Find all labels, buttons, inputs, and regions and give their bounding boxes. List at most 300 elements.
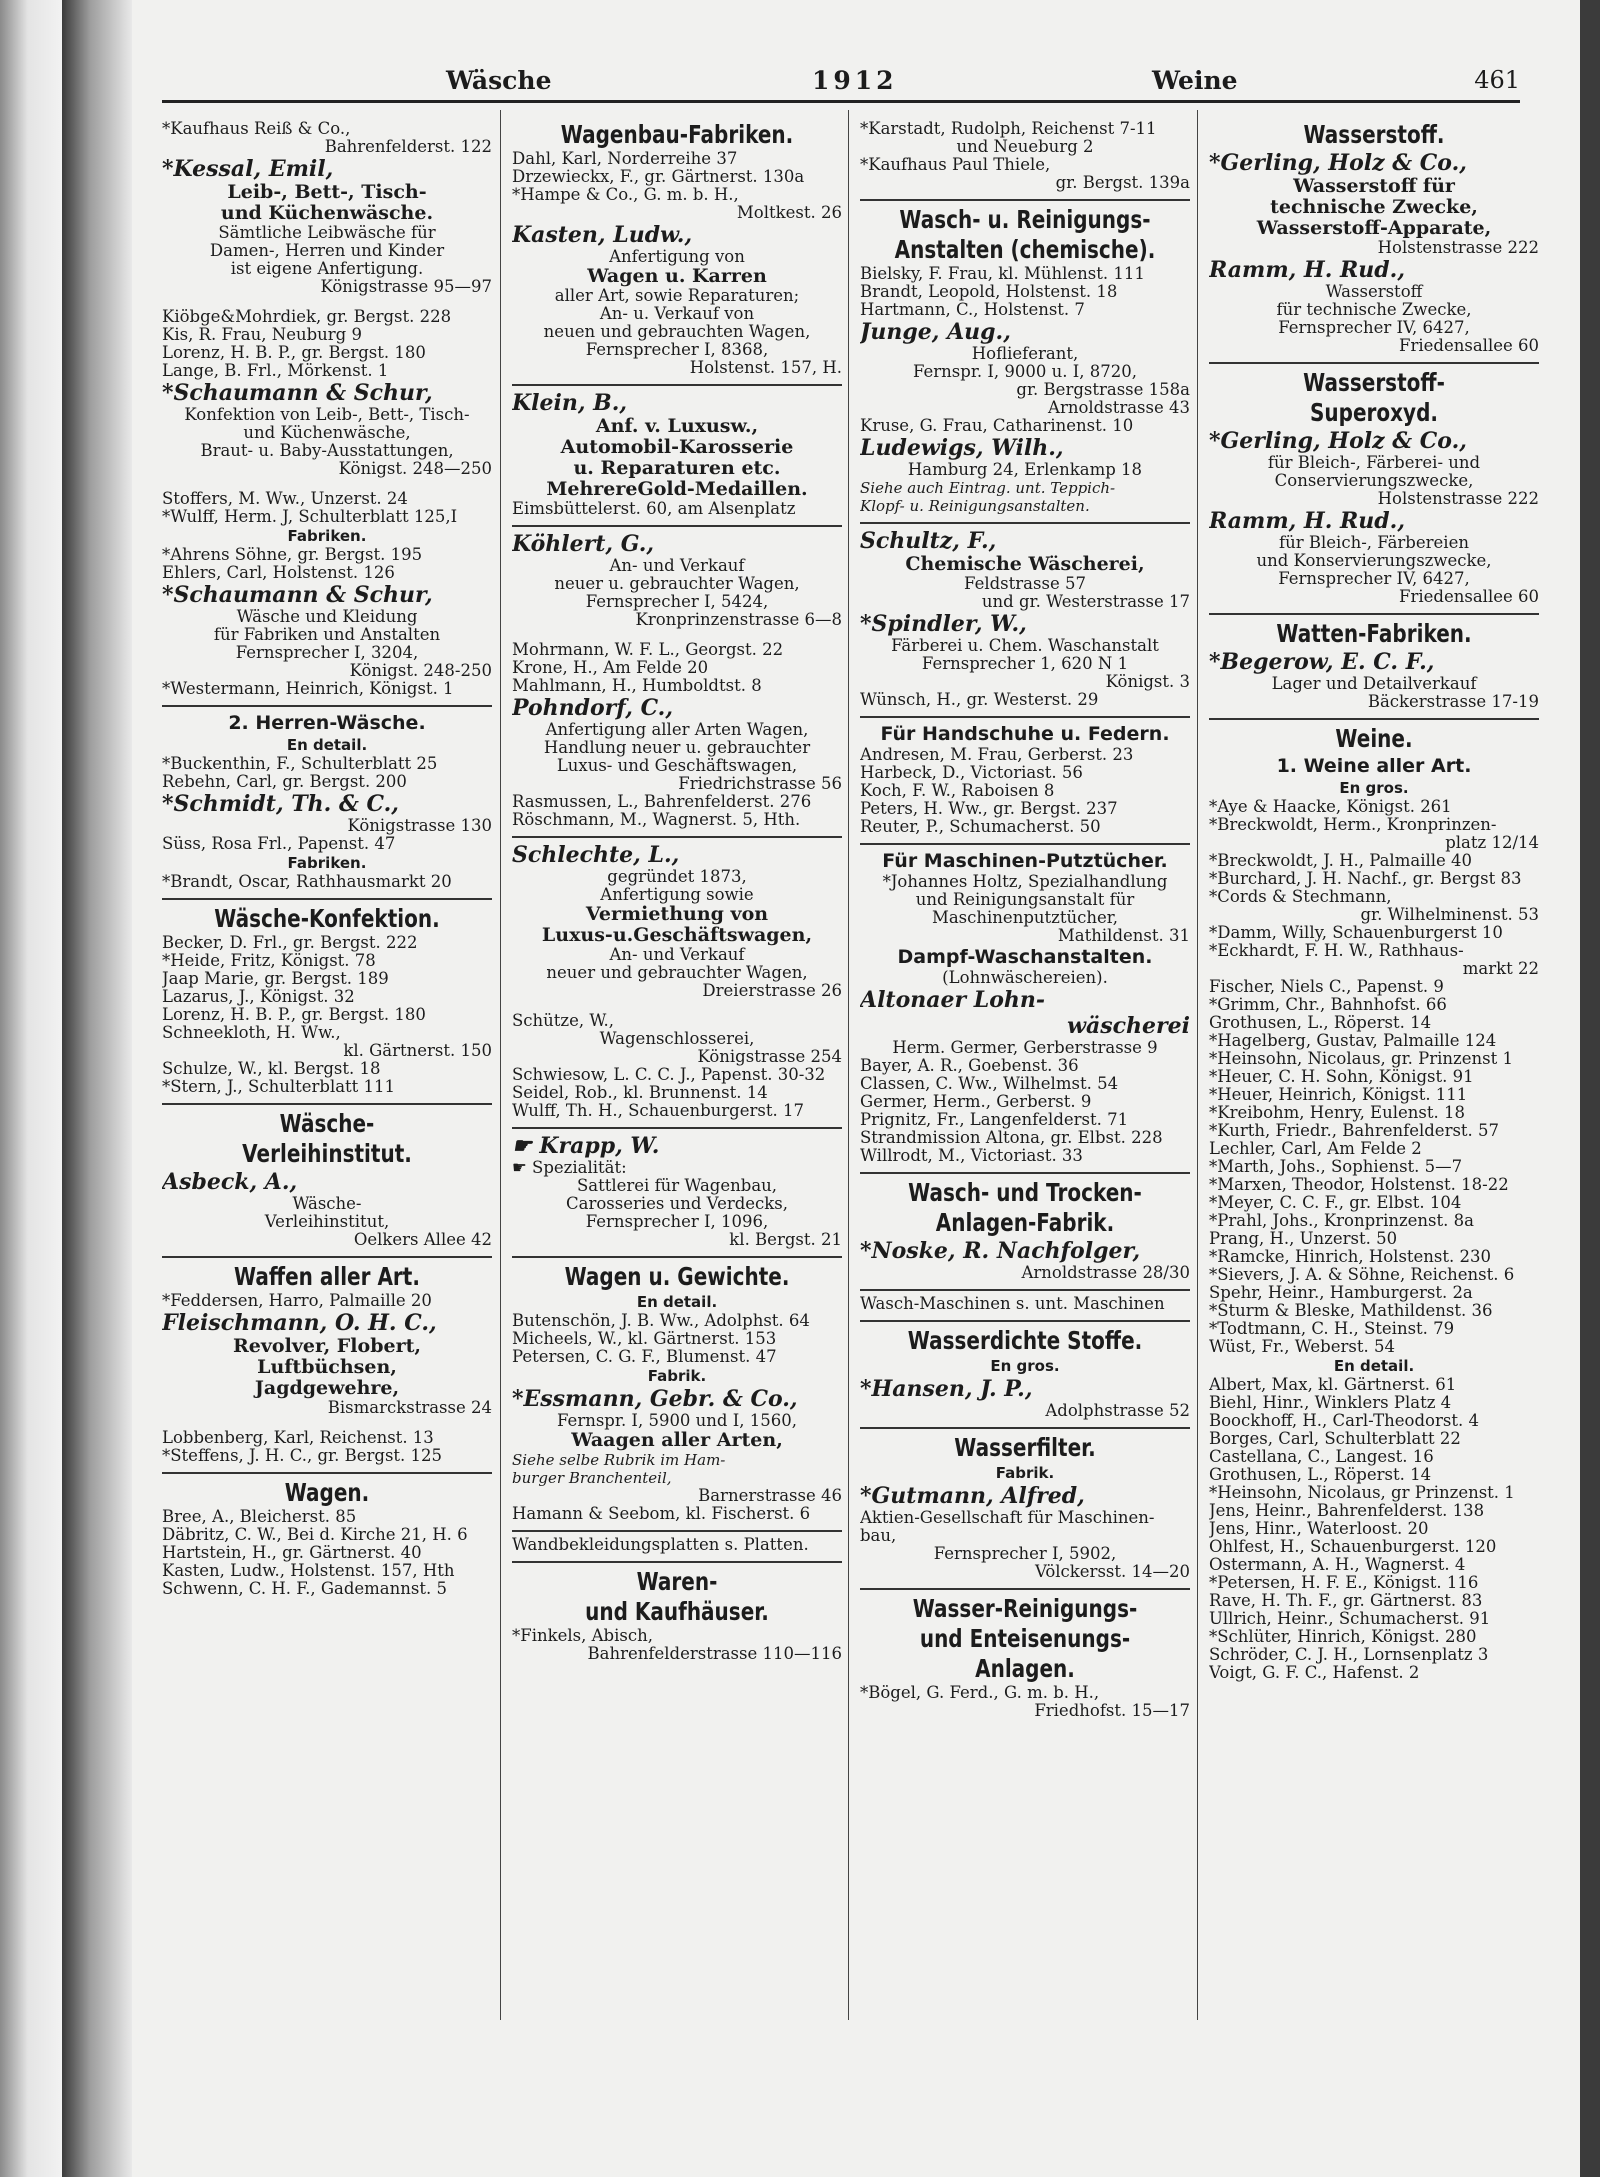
horizontal-rule bbox=[512, 1256, 842, 1258]
advert-bold-line: Revolver, Flobert, bbox=[233, 1336, 421, 1357]
advert-bold-line: Vermiethung von bbox=[585, 904, 769, 925]
section-heading: Waffen aller Art. bbox=[234, 1262, 420, 1291]
horizontal-rule bbox=[860, 1320, 1190, 1322]
directory-entry-line: neuer und gebrauchter Wagen, bbox=[546, 964, 808, 982]
business-name: *Schaumann & Schur, bbox=[162, 582, 433, 608]
business-name: Junge, Aug., bbox=[860, 319, 1011, 345]
directory-entry-line: Becker, D. Frl., gr. Bergst. 222 bbox=[162, 934, 418, 952]
directory-entry-line: Friedrichstrasse 56 bbox=[678, 775, 842, 793]
directory-entry-line: Conservierungszwecke, bbox=[1274, 472, 1474, 490]
directory-entry-line: Fernsprecher IV, 6427, bbox=[1278, 570, 1470, 588]
section-heading: und Enteisenungs- bbox=[919, 1624, 1131, 1653]
directory-entry-line: für Bleich-, Färberei- und bbox=[1267, 454, 1481, 472]
horizontal-rule bbox=[162, 1472, 492, 1474]
directory-entry-line: Arnoldstrasse 43 bbox=[1048, 399, 1190, 417]
horizontal-rule bbox=[512, 525, 842, 527]
directory-entry-line: Bäckerstrasse 17-19 bbox=[1367, 693, 1539, 711]
directory-entry-line: Kruse, G. Frau, Catharinenst. 10 bbox=[860, 417, 1134, 435]
directory-entry-line: Willrodt, M., Victoriast. 33 bbox=[860, 1147, 1083, 1165]
directory-entry-line: Andresen, M. Frau, Gerberst. 23 bbox=[860, 746, 1134, 764]
directory-entry-line: Bayer, A. R., Goebenst. 36 bbox=[860, 1057, 1079, 1075]
column-divider bbox=[848, 110, 849, 2020]
horizontal-rule bbox=[162, 705, 492, 707]
directory-entry-line: Lange, B. Frl., Mörkenst. 1 bbox=[162, 362, 389, 380]
directory-entry-line: *Feddersen, Harro, Palmaille 20 bbox=[162, 1292, 432, 1310]
business-name: *Kessal, Emil, bbox=[162, 156, 334, 182]
directory-entry-line: Butenschön, J. B. Ww., Adolphst. 64 bbox=[512, 1312, 810, 1330]
advert-bold-line: Chemische Wäscherei, bbox=[905, 554, 1145, 575]
header-year: 1912 bbox=[812, 66, 898, 95]
horizontal-rule bbox=[860, 199, 1190, 201]
subsection-heading: Für Handschuhe u. Federn. bbox=[880, 723, 1170, 745]
directory-entry-line: Wagenschlosserei, bbox=[599, 1030, 755, 1048]
business-name: Köhlert, G., bbox=[512, 531, 655, 557]
directory-entry-line: Lorenz, H. B. P., gr. Bergst. 180 bbox=[162, 1006, 426, 1024]
directory-entry-line: Koch, F. W., Raboisen 8 bbox=[860, 782, 1055, 800]
directory-entry-line: für Fabriken und Anstalten bbox=[213, 626, 441, 644]
directory-entry-line: *Bögel, G. Ferd., G. m. b. H., bbox=[860, 1684, 1100, 1702]
horizontal-rule bbox=[512, 1127, 842, 1129]
directory-entry-line: Moltkest. 26 bbox=[736, 204, 842, 222]
directory-entry-line: Ullrich, Heinr., Schumacherst. 91 bbox=[1209, 1610, 1491, 1628]
directory-entry-line: Eimsbüttelerst. 60, am Alsenplatz bbox=[512, 500, 796, 518]
directory-entry-line: Königstrasse 254 bbox=[697, 1048, 842, 1066]
category-label: En gros. bbox=[990, 1357, 1060, 1375]
category-label: En detail. bbox=[636, 1293, 718, 1311]
directory-entry-line: *Johannes Holtz, Spezialhandlung bbox=[882, 873, 1168, 891]
directory-entry-line: kl. Gärtnerst. 150 bbox=[343, 1042, 492, 1060]
directory-entry-line: Sattlerei für Wagenbau, bbox=[576, 1177, 778, 1195]
directory-entry-line: (Lohnwäschereien). bbox=[942, 969, 1108, 987]
directory-entry-line: *Todtmann, C. H., Steinst. 79 bbox=[1209, 1320, 1455, 1338]
directory-entry-line: Fernsprecher 1, 620 N 1 bbox=[921, 655, 1129, 673]
directory-entry-line: An- und Verkauf bbox=[609, 946, 745, 964]
left-page-edge bbox=[0, 0, 62, 2177]
directory-entry-line: *Steffens, J. H. C., gr. Bergst. 125 bbox=[162, 1447, 443, 1465]
directory-entry-line: *Marxen, Theodor, Holstenst. 18-22 bbox=[1209, 1176, 1509, 1194]
directory-entry-line: Fernspr. I, 5900 und I, 1560, bbox=[557, 1412, 797, 1430]
cross-reference-note: burger Branchenteil, bbox=[512, 1469, 672, 1487]
spacer bbox=[512, 1000, 842, 1012]
directory-entry-line: *Brandt, Oscar, Rathhausmarkt 20 bbox=[162, 873, 452, 891]
directory-entry-line: *Schlüter, Hinrich, Königst. 280 bbox=[1209, 1628, 1477, 1646]
business-name: Klein, B., bbox=[512, 390, 628, 416]
directory-entry-line: kl. Bergst. 21 bbox=[729, 1231, 842, 1249]
horizontal-rule bbox=[860, 1588, 1190, 1590]
subsection-heading: 2. Herren-Wäsche. bbox=[228, 712, 426, 734]
directory-entry-line: An- und Verkauf bbox=[609, 557, 745, 575]
directory-entry-line: *Sturm & Bleske, Mathildenst. 36 bbox=[1209, 1302, 1493, 1320]
section-heading: Wasserfilter. bbox=[954, 1433, 1096, 1462]
directory-entry-line: Grothusen, L., Röperst. 14 bbox=[1209, 1466, 1432, 1484]
directory-page bbox=[132, 0, 1580, 2177]
running-header bbox=[162, 60, 1520, 103]
directory-entry-line: *Kreibohm, Henry, Eulenst. 18 bbox=[1209, 1104, 1465, 1122]
column-divider bbox=[500, 110, 501, 2020]
directory-entry-line: *Prahl, Johs., Kronprinzenst. 8a bbox=[1209, 1212, 1474, 1230]
directory-entry-line: Spehr, Heinr., Hamburgerst. 2a bbox=[1209, 1284, 1473, 1302]
directory-entry-line: Lazarus, J., Königst. 32 bbox=[162, 988, 355, 1006]
business-name: wäscherei bbox=[1067, 1013, 1190, 1039]
directory-entry-line: Wünsch, H., gr. Westerst. 29 bbox=[860, 691, 1099, 709]
directory-entry-line: Königst. 248—250 bbox=[338, 460, 492, 478]
category-label: En detail. bbox=[286, 736, 368, 754]
directory-entry-line: und gr. Westerstrasse 17 bbox=[981, 593, 1190, 611]
directory-entry-line: Mohrmann, W. F. L., Georgst. 22 bbox=[512, 641, 784, 659]
directory-entry-line: Königstrasse 130 bbox=[347, 817, 492, 835]
section-heading: Wasserstoff- bbox=[1303, 368, 1445, 397]
business-name: Altonaer Lohn- bbox=[860, 987, 1046, 1013]
business-name: *Gutmann, Alfred, bbox=[860, 1483, 1085, 1509]
business-name: *Gerling, Holz & Co., bbox=[1209, 150, 1467, 176]
section-heading: Anlagen-Fabrik. bbox=[935, 1208, 1115, 1237]
directory-entry-line: Jens, Heinr., Bahrenfelderst. 138 bbox=[1209, 1502, 1485, 1520]
business-name: Ludewigs, Wilh., bbox=[860, 435, 1064, 461]
directory-entry-line: Wulff, Th. H., Schauenburgerst. 17 bbox=[512, 1102, 804, 1120]
directory-entry-line: Süss, Rosa Frl., Papenst. 47 bbox=[162, 835, 396, 853]
spacer bbox=[162, 478, 492, 490]
section-heading: Anlagen. bbox=[975, 1654, 1075, 1683]
directory-entry-line: Schwiesow, L. C. C. J., Papenst. 30-32 bbox=[512, 1066, 826, 1084]
directory-entry-line: *Marth, Johs., Sophienst. 5—7 bbox=[1209, 1158, 1463, 1176]
column-1 bbox=[162, 120, 492, 1598]
directory-entry-line: Voigt, G. F. C., Hafenst. 2 bbox=[1209, 1664, 1420, 1682]
directory-entry-line: Jaap Marie, gr. Bergst. 189 bbox=[162, 970, 389, 988]
directory-entry-line: *Westermann, Heinrich, Königst. 1 bbox=[162, 680, 454, 698]
horizontal-rule bbox=[512, 1530, 842, 1532]
business-name: *Begerow, E. C. F., bbox=[1209, 649, 1435, 675]
directory-entry-line: Luxus- und Geschäftswagen, bbox=[556, 757, 798, 775]
directory-entry-line: *Heide, Fritz, Königst. 78 bbox=[162, 952, 376, 970]
subsection-heading: Für Maschinen-Putztücher. bbox=[882, 850, 1168, 872]
directory-entry-line: Boockhoff, H., Carl-Theodorst. 4 bbox=[1209, 1412, 1479, 1430]
directory-entry-line: Mahlmann, H., Humboldtst. 8 bbox=[512, 677, 762, 695]
directory-entry-line: Borges, Carl, Schulterblatt 22 bbox=[1209, 1430, 1461, 1448]
directory-entry-line: Feldstrasse 57 bbox=[964, 575, 1086, 593]
directory-entry-line: Maschinenputztücher, bbox=[931, 909, 1119, 927]
directory-entry-line: Anfertigung von bbox=[609, 248, 745, 266]
directory-entry-line: *Heinsohn, Nicolaus, gr. Prinzenst 1 bbox=[1209, 1050, 1513, 1068]
cross-reference-note: Siehe auch Eintrag. unt. Teppich- bbox=[860, 479, 1116, 497]
directory-entry-line: Bahrenfelderst. 122 bbox=[324, 138, 492, 156]
directory-entry-line: *Petersen, H. F. E., Königst. 116 bbox=[1209, 1574, 1479, 1592]
section-heading: Wasserdichte Stoffe. bbox=[907, 1326, 1143, 1355]
category-label: En detail. bbox=[1333, 1357, 1415, 1375]
directory-entry-line: Kis, R. Frau, Neuburg 9 bbox=[162, 326, 362, 344]
directory-entry-line: Stoffers, M. Ww., Unzerst. 24 bbox=[162, 490, 408, 508]
directory-entry-line: Ohlfest, H., Schauenburgerst. 120 bbox=[1209, 1538, 1497, 1556]
directory-entry-line: *Karstadt, Rudolph, Reichenst 7-11 bbox=[860, 120, 1157, 138]
column-3 bbox=[860, 120, 1190, 1720]
directory-entry-line: Drzewieckx, F., gr. Gärtnerst. 130a bbox=[512, 168, 805, 186]
directory-entry-line: *Ahrens Söhne, gr. Bergst. 195 bbox=[162, 546, 423, 564]
horizontal-rule bbox=[860, 1427, 1190, 1429]
directory-entry-line: ist eigene Anfertigung. bbox=[230, 260, 424, 278]
directory-entry-line: Holstenstrasse 222 bbox=[1377, 490, 1539, 508]
section-heading: Anstalten (chemische). bbox=[894, 235, 1156, 264]
horizontal-rule bbox=[1209, 613, 1539, 615]
directory-entry-line: Konfektion von Leib-, Bett-, Tisch- bbox=[184, 406, 470, 424]
business-name: Ramm, H. Rud., bbox=[1209, 257, 1406, 283]
cross-reference-note: Klopf- u. Reinigungsanstalten. bbox=[860, 497, 1090, 515]
directory-entry-line: Strandmission Altona, gr. Elbst. 228 bbox=[860, 1129, 1163, 1147]
directory-entry-line: Schneekloth, H. Ww., bbox=[162, 1024, 341, 1042]
directory-entry-line: Lager und Detailverkauf bbox=[1271, 675, 1477, 693]
business-name: Schultz, F., bbox=[860, 528, 997, 554]
business-name: *Essmann, Gebr. & Co., bbox=[512, 1386, 798, 1412]
directory-entry-line: Aktien-Gesellschaft für Maschinen- bbox=[860, 1509, 1155, 1527]
directory-entry-line: Seidel, Rob., kl. Brunnenst. 14 bbox=[512, 1084, 768, 1102]
directory-entry-line: *Eckhardt, F. H. W., Rathhaus- bbox=[1209, 942, 1464, 960]
advert-bold-line: Jagdgewehre, bbox=[254, 1378, 400, 1399]
business-name: Schlechte, L., bbox=[512, 842, 680, 868]
directory-entry-line: Fernspr. I, 9000 u. I, 8720, bbox=[912, 363, 1138, 381]
directory-entry-line: für Bleich-, Färbereien bbox=[1279, 534, 1469, 552]
business-name: *Noske, R. Nachfolger, bbox=[860, 1238, 1141, 1264]
horizontal-rule bbox=[1209, 362, 1539, 364]
directory-entry-line: *Heuer, C. H. Sohn, Königst. 91 bbox=[1209, 1068, 1474, 1086]
section-heading: Verleihinstitut. bbox=[242, 1139, 412, 1168]
directory-entry-line: Dahl, Karl, Norderreihe 37 bbox=[512, 150, 738, 168]
directory-entry-line: *Grimm, Chr., Bahnhofst. 66 bbox=[1209, 996, 1447, 1014]
advert-bold-line: u. Reparaturen etc. bbox=[573, 458, 781, 479]
directory-entry-line: Königst. 248-250 bbox=[349, 662, 492, 680]
directory-entry-line: Braut- u. Baby-Ausstattungen, bbox=[200, 442, 454, 460]
business-name: *Gerling, Holz & Co., bbox=[1209, 428, 1467, 454]
directory-entry-line: Carosseries und Verdecks, bbox=[565, 1195, 789, 1213]
directory-entry-line: Arnoldstrasse 28/30 bbox=[1021, 1264, 1190, 1282]
directory-entry-line: Rasmussen, L., Bahrenfelderst. 276 bbox=[512, 793, 812, 811]
directory-entry-line: Hamburg 24, Erlenkamp 18 bbox=[907, 461, 1143, 479]
directory-entry-line: Prignitz, Fr., Langenfelderst. 71 bbox=[860, 1111, 1129, 1129]
directory-entry-line: gr. Wilhelminenst. 53 bbox=[1360, 906, 1539, 924]
horizontal-rule bbox=[512, 1561, 842, 1563]
directory-entry-line: Fernsprecher I, 3204, bbox=[235, 644, 419, 662]
directory-entry-line: Hartmann, C., Holstenst. 7 bbox=[860, 301, 1085, 319]
advert-bold-line: technische Zwecke, bbox=[1270, 197, 1478, 218]
horizontal-rule bbox=[1209, 718, 1539, 720]
page-number: 461 bbox=[1474, 66, 1520, 94]
directory-entry-line: Castellana, C., Langest. 16 bbox=[1209, 1448, 1434, 1466]
horizontal-rule bbox=[860, 522, 1190, 524]
directory-entry-line: Prang, H., Unzerst. 50 bbox=[1209, 1230, 1398, 1248]
business-name: *Schaumann & Schur, bbox=[162, 380, 433, 406]
directory-entry-line: für technische Zwecke, bbox=[1276, 301, 1472, 319]
directory-entry-line: gr. Bergstrasse 158a bbox=[1016, 381, 1190, 399]
directory-entry-line: Friedhofst. 15—17 bbox=[1034, 1702, 1190, 1720]
section-heading: Wagen. bbox=[284, 1478, 370, 1507]
directory-entry-line: Anfertigung aller Arten Wagen, bbox=[545, 721, 809, 739]
section-heading: Wasch- und Trocken- bbox=[908, 1178, 1142, 1207]
directory-entry-line: *Stern, J., Schulterblatt 111 bbox=[162, 1078, 396, 1096]
directory-entry-line: *Breckwoldt, J. H., Palmaille 40 bbox=[1209, 852, 1473, 870]
subsection-heading: Dampf-Waschanstalten. bbox=[897, 946, 1153, 968]
directory-entry-line: Bismarckstrasse 24 bbox=[327, 1399, 492, 1417]
directory-entry-line: Hartstein, H., gr. Gärtnerst. 40 bbox=[162, 1544, 422, 1562]
category-label: Fabriken. bbox=[287, 854, 367, 872]
directory-entry-line: Völckersst. 14—20 bbox=[1034, 1563, 1190, 1581]
advert-bold-line: Luxus-u.Geschäftswagen, bbox=[541, 925, 813, 946]
directory-entry-line: *Hampe & Co., G. m. b. H., bbox=[512, 186, 739, 204]
business-name: Pohndorf, C., bbox=[512, 695, 674, 721]
directory-entry-line: aller Art, sowie Reparaturen; bbox=[554, 287, 800, 305]
directory-entry-line: Micheels, W., kl. Gärtnerst. 153 bbox=[512, 1330, 777, 1348]
directory-entry-line: Wandbekleidungsplatten s. Platten. bbox=[512, 1536, 809, 1554]
directory-entry-line: Bree, A., Bleicherst. 85 bbox=[162, 1508, 357, 1526]
directory-entry-line: ☛ Spezialität: bbox=[512, 1159, 627, 1177]
column-2 bbox=[512, 120, 842, 1663]
directory-entry-line: Däbritz, C. W., Bei d. Kirche 21, H. 6 bbox=[162, 1526, 468, 1544]
directory-entry-line: Rave, H. Th. F., gr. Gärtnerst. 83 bbox=[1209, 1592, 1483, 1610]
business-name: *Hansen, J. P., bbox=[860, 1376, 1033, 1402]
advert-bold-line: Leib-, Bett-, Tisch- bbox=[227, 182, 427, 203]
directory-entry-line: und Küchenwäsche, bbox=[243, 424, 411, 442]
directory-entry-line: Wäsche und Kleidung bbox=[236, 608, 418, 626]
directory-entry-line: *Kaufhaus Reiß & Co., bbox=[162, 120, 351, 138]
advert-bold-line: Automobil-Karosserie bbox=[560, 437, 794, 458]
directory-entry-line: Damen-, Herren und Kinder bbox=[209, 242, 445, 260]
directory-entry-line: Grothusen, L., Röperst. 14 bbox=[1209, 1014, 1432, 1032]
column-4 bbox=[1209, 120, 1539, 1682]
directory-entry-line: Friedensallee 60 bbox=[1399, 588, 1539, 606]
section-heading: Wäsche-Konfektion. bbox=[214, 904, 440, 933]
directory-entry-line: *Aye & Haacke, Königst. 261 bbox=[1209, 798, 1452, 816]
horizontal-rule bbox=[162, 1103, 492, 1105]
advert-bold-line: Luftbüchsen, bbox=[257, 1357, 397, 1378]
business-name: Ramm, H. Rud., bbox=[1209, 508, 1406, 534]
subsection-heading: 1. Weine aller Art. bbox=[1276, 755, 1472, 777]
directory-entry-line: *Kurth, Friedr., Bahrenfelderst. 57 bbox=[1209, 1122, 1500, 1140]
directory-entry-line: Fernsprecher I, 8368, bbox=[585, 341, 769, 359]
directory-entry-line: Sämtliche Leibwäsche für bbox=[218, 224, 436, 242]
directory-entry-line: Friedensallee 60 bbox=[1399, 337, 1539, 355]
advert-bold-line: Anf. v. Luxusw., bbox=[595, 416, 759, 437]
category-label: Fabrik. bbox=[995, 1464, 1055, 1482]
directory-entry-line: Färberei u. Chem. Waschanstalt bbox=[891, 637, 1159, 655]
directory-entry-line: *Kaufhaus Paul Thiele, bbox=[860, 156, 1051, 174]
directory-entry-line: Bielsky, F. Frau, kl. Mühlenst. 111 bbox=[860, 265, 1145, 283]
directory-entry-line: Peters, H. Ww., gr. Bergst. 237 bbox=[860, 800, 1118, 818]
cross-reference-note: Siehe selbe Rubrik im Ham- bbox=[512, 1451, 726, 1469]
directory-entry-line: und Neueburg 2 bbox=[956, 138, 1094, 156]
directory-entry-line: Barnerstrasse 46 bbox=[698, 1487, 842, 1505]
directory-entry-line: Wasch-Maschinen s. unt. Maschinen bbox=[860, 1295, 1165, 1313]
directory-entry-line: Harbeck, D., Victoriast. 56 bbox=[860, 764, 1083, 782]
directory-entry-line: Kasten, Ludw., Holstenst. 157, Hth bbox=[162, 1562, 455, 1580]
directory-entry-line: und Konservierungszwecke, bbox=[1256, 552, 1492, 570]
directory-entry-line: bau, bbox=[860, 1527, 897, 1545]
directory-entry-line: *Finkels, Abisch, bbox=[512, 1627, 653, 1645]
directory-entry-line: Petersen, C. G. F., Blumenst. 47 bbox=[512, 1348, 777, 1366]
horizontal-rule bbox=[512, 384, 842, 386]
directory-entry-line: Verleihinstitut, bbox=[264, 1213, 390, 1231]
directory-entry-line: Oelkers Allee 42 bbox=[353, 1231, 492, 1249]
section-heading: Watten-Fabriken. bbox=[1276, 619, 1472, 648]
directory-entry-line: Lechler, Carl, Am Felde 2 bbox=[1209, 1140, 1422, 1158]
directory-entry-line: Holstenst. 157, H. bbox=[689, 359, 842, 377]
directory-entry-line: Adolphstrasse 52 bbox=[1045, 1402, 1190, 1420]
horizontal-rule bbox=[860, 1289, 1190, 1291]
business-name: Asbeck, A., bbox=[162, 1169, 298, 1195]
directory-entry-line: *Cords & Stechmann, bbox=[1209, 888, 1392, 906]
horizontal-rule bbox=[512, 836, 842, 838]
directory-entry-line: Fernsprecher IV, 6427, bbox=[1278, 319, 1470, 337]
directory-entry-line: Kiöbge&Mohrdiek, gr. Bergst. 228 bbox=[162, 308, 452, 326]
directory-entry-line: *Damm, Willy, Schauenburgerst 10 bbox=[1209, 924, 1503, 942]
directory-entry-line: Brandt, Leopold, Holstenst. 18 bbox=[860, 283, 1118, 301]
horizontal-rule bbox=[860, 716, 1190, 718]
directory-entry-line: gr. Bergst. 139a bbox=[1055, 174, 1190, 192]
directory-entry-line: Handlung neuer u. gebrauchter bbox=[543, 739, 811, 757]
advert-bold-line: Wagen u. Karren bbox=[587, 266, 767, 287]
directory-entry-line: Schulze, W., kl. Bergst. 18 bbox=[162, 1060, 381, 1078]
horizontal-rule bbox=[860, 843, 1190, 845]
advert-bold-line: MehrereGold-Medaillen. bbox=[546, 479, 808, 500]
advert-bold-line: Waagen aller Arten, bbox=[571, 1430, 783, 1451]
directory-entry-line: Schütze, W., bbox=[512, 1012, 614, 1030]
directory-entry-line: *Ramcke, Hinrich, Holstenst. 230 bbox=[1209, 1248, 1492, 1266]
section-heading: Wasch- u. Reinigungs- bbox=[899, 205, 1151, 234]
business-name: ☛ Krapp, W. bbox=[512, 1133, 660, 1159]
directory-entry-line: Reuter, P., Schumacherst. 50 bbox=[860, 818, 1101, 836]
directory-entry-line: Hoflieferant, bbox=[971, 345, 1079, 363]
section-heading: Wagenbau-Fabriken. bbox=[560, 120, 794, 149]
directory-entry-line: Ostermann, A. H., Wagnerst. 4 bbox=[1209, 1556, 1466, 1574]
business-name: *Spindler, W., bbox=[860, 611, 1027, 637]
header-right-keyword: Weine bbox=[1152, 66, 1238, 95]
directory-entry-line: An- u. Verkauf von bbox=[599, 305, 755, 323]
section-heading: Superoxyd. bbox=[1310, 398, 1438, 427]
directory-entry-line: *Meyer, C. C. F., gr. Elbst. 104 bbox=[1209, 1194, 1462, 1212]
directory-entry-line: Jens, Hinr., Waterloost. 20 bbox=[1209, 1520, 1429, 1538]
directory-entry-line: Rebehn, Carl, gr. Bergst. 200 bbox=[162, 773, 407, 791]
directory-entry-line: Lorenz, H. B. P., gr. Bergst. 180 bbox=[162, 344, 426, 362]
column-divider bbox=[1197, 110, 1198, 2020]
directory-entry-line: *Heinsohn, Nicolaus, gr Prinzenst. 1 bbox=[1209, 1484, 1515, 1502]
business-name: Fleischmann, O. H. C., bbox=[162, 1310, 437, 1336]
directory-entry-line: Kronprinzenstrasse 6—8 bbox=[635, 611, 842, 629]
directory-entry-line: Fernsprecher I, 1096, bbox=[585, 1213, 769, 1231]
business-name: *Schmidt, Th. & C., bbox=[162, 791, 399, 817]
directory-entry-line: *Sievers, J. A. & Söhne, Reichenst. 6 bbox=[1209, 1266, 1515, 1284]
category-label: En gros. bbox=[1339, 779, 1409, 797]
header-left-keyword: Wäsche bbox=[446, 66, 552, 95]
directory-entry-line: und Reinigungsanstalt für bbox=[915, 891, 1135, 909]
directory-entry-line: *Hagelberg, Gustav, Palmaille 124 bbox=[1209, 1032, 1497, 1050]
advert-bold-line: Wasserstoff für bbox=[1293, 176, 1455, 197]
section-heading: Wasser-Reinigungs- bbox=[912, 1594, 1138, 1623]
directory-entry-line: Biehl, Hinr., Winklers Platz 4 bbox=[1209, 1394, 1452, 1412]
directory-entry-line: Classen, C. Ww., Wilhelmst. 54 bbox=[860, 1075, 1119, 1093]
directory-entry-line: Albert, Max, kl. Gärtnerst. 61 bbox=[1209, 1376, 1457, 1394]
directory-entry-line: Mathildenst. 31 bbox=[1057, 927, 1190, 945]
directory-entry-line: Schröder, C. J. H., Lornsenplatz 3 bbox=[1209, 1646, 1489, 1664]
directory-entry-line: Bahrenfelderstrasse 110—116 bbox=[587, 1645, 842, 1663]
category-label: Fabrik. bbox=[647, 1367, 707, 1385]
section-heading: Wasserstoff. bbox=[1303, 120, 1445, 149]
directory-entry-line: Hamann & Seebom, kl. Fischerst. 6 bbox=[512, 1505, 811, 1523]
horizontal-rule bbox=[162, 898, 492, 900]
directory-entry-line: *Wulff, Herm. J, Schulterblatt 125,I bbox=[162, 508, 458, 526]
horizontal-rule bbox=[860, 1172, 1190, 1174]
directory-entry-line: markt 22 bbox=[1462, 960, 1539, 978]
directory-entry-line: Wasserstoff bbox=[1325, 283, 1423, 301]
directory-entry-line: Fernsprecher I, 5902, bbox=[933, 1545, 1117, 1563]
directory-entry-line: Königst. 3 bbox=[1105, 673, 1190, 691]
advert-bold-line: und Küchenwäsche. bbox=[220, 203, 434, 224]
directory-entry-line: Wäsche- bbox=[292, 1195, 362, 1213]
directory-entry-line: Germer, Herm., Gerberst. 9 bbox=[860, 1093, 1092, 1111]
